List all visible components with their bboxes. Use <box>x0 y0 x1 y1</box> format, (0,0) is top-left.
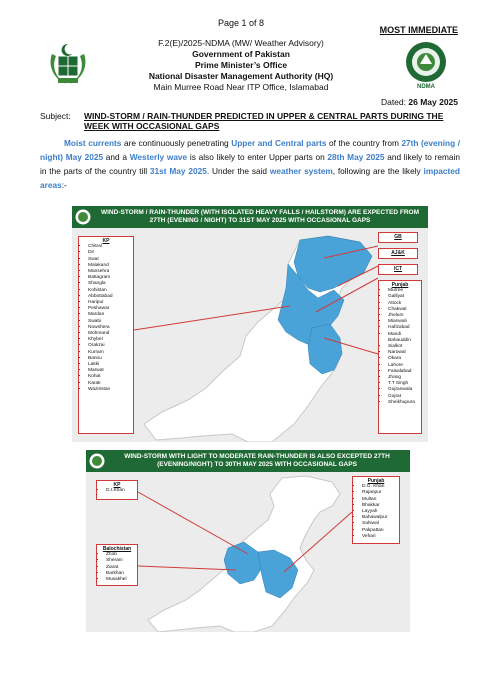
priority-label: MOST IMMEDIATE <box>379 25 458 35</box>
district-item: • Khyber <box>88 337 130 343</box>
district-item: • Swat <box>88 257 130 263</box>
district-item: • Marwat <box>88 368 130 374</box>
district-item: • Dir <box>88 250 130 256</box>
district-item: • Nowshera <box>88 325 130 331</box>
map1-punjab-list <box>382 288 418 406</box>
district-item: • Karak <box>88 381 130 387</box>
district-item: • Lakki <box>88 362 130 368</box>
ndma-logo-text: NDMA <box>417 84 435 90</box>
district-item: • Chakwal <box>388 307 418 313</box>
district-item: • Malakand <box>88 263 130 269</box>
district-item: • Hafizabad <box>388 325 418 331</box>
map1-ajk-box: AJ&K <box>378 248 418 259</box>
district-item: • Orakzai <box>88 343 130 349</box>
date-line <box>381 97 458 107</box>
district-item: • Jhelum <box>388 313 418 319</box>
district-item: • Barkhan <box>106 571 134 577</box>
district-item: • Rajanpur <box>362 490 396 496</box>
district-item: • Shangla <box>88 281 130 287</box>
district-item: • Mohmand <box>88 331 130 337</box>
district-item: • Murree <box>388 288 418 294</box>
map-panel-1 <box>72 206 428 442</box>
district-item: • Kohistan <box>88 288 130 294</box>
map2-kp-box: KP • D.I.Khan <box>96 480 138 500</box>
district-item: • Swabi <box>88 319 130 325</box>
map2-punjab-list <box>356 484 396 540</box>
district-item: • Peshawar <box>88 306 130 312</box>
district-item: • Sherani <box>106 558 134 564</box>
district-item: • Ziarat <box>106 565 134 571</box>
district-item: • Mardan <box>88 312 130 318</box>
map2-balochistan-list <box>100 552 134 583</box>
district-item: • Abbottabad <box>88 294 130 300</box>
page-number: Page 1 of 8 <box>217 18 265 28</box>
district-item: • Bannu <box>88 356 130 362</box>
district-item: • Sialkot <box>388 344 418 350</box>
district-item: • Mansehra <box>88 269 130 275</box>
map-panel-2 <box>86 450 410 632</box>
district-item: • Jhang <box>388 375 418 381</box>
authority-name: National Disaster Management Authority (HQ) <box>148 71 334 81</box>
map2-banner: WIND-STORM WITH LIGHT TO MODERATE RAIN-THUNDER IS ALSO EXCEPTED 27TH (EVENING/NIGHT) TO 30TH MAY 2025 WITH OCCASIONAL GAPS <box>86 450 410 472</box>
office-address: Main Murree Road Near ITP Office, Islamabad <box>153 82 329 92</box>
district-item: • Attock <box>388 301 418 307</box>
district-item: • Kohat <box>88 374 130 380</box>
district-item: • Pakpattan <box>362 528 396 534</box>
district-item: • Haripur <box>88 300 130 306</box>
district-item: • Gujranwala <box>388 387 418 393</box>
district-item: • Bhakkar <box>362 503 396 509</box>
district-item: • Musakhel <box>106 577 134 583</box>
map1-ict-box: ICT <box>378 264 418 275</box>
district-item: • Chitral <box>88 244 130 250</box>
map2-ndma-icon <box>89 453 105 469</box>
district-item: • Sahiwal <box>362 521 396 527</box>
district-item: • Faisalabad <box>388 369 418 375</box>
district-item: • Gujrat <box>388 394 418 400</box>
district-item: • Bahawalpur <box>362 515 396 521</box>
map2-kp-list <box>100 488 134 494</box>
reference-number: F.2(E)/2025-NDMA (MW/ Weather Advisory) <box>158 38 324 48</box>
district-item: • Lahore <box>388 363 418 369</box>
subject-label: Subject: <box>40 111 71 121</box>
district-item: • Sheikhupura <box>388 400 418 406</box>
district-item: • Waziristan <box>88 387 130 393</box>
map1-gb-box: GB <box>378 232 418 243</box>
map1-kp-box: KP • Chitral • Dir • Swat • Malakand • Mansehra • Battagram • Shangla • Kohistan • Abbottabad • Haripur • Peshawar • Mardan • Swabi • Nowshera • Mohmand • Khyber • Orakzai • Kurram • Bannu • Lakki • Marwat • Kohat • Karak • Waziristan <box>78 236 134 434</box>
map1-banner: WIND-STORM / RAIN-THUNDER (WITH ISOLATED HEAVY FALLS / HAILSTORM) ARE EXPECTED FROM 27TH (EVENING / NIGHT) TO 31ST MAY 2025 WITH OCCASIONAL GAPS <box>72 206 428 228</box>
district-item: • Galliyat <box>388 294 418 300</box>
office-name: Prime Minister’s Office <box>194 60 288 70</box>
district-item: • T.T Singh <box>388 381 418 387</box>
district-item: • Multan <box>362 497 396 503</box>
district-item: • D.G. Khan <box>362 484 396 490</box>
district-item: • Kurram <box>88 350 130 356</box>
district-item: • Narowal <box>388 350 418 356</box>
advisory-paragraph: Moist currents are continuously penetrating Upper and Central parts of the country from 27th (evening / night) May 2025 and a Westerly wave is also likely to enter Upper parts on 28th May 2025 and likely to remain in the parts of the country till 31st May 2025. Under the said weather system, following are the likely impacted areas:- <box>40 138 461 190</box>
district-item: • Battagram <box>88 275 130 281</box>
date-label: Dated: <box>380 97 406 107</box>
date-value: 26 May 2025 <box>408 97 458 107</box>
map2-punjab-box: Punjab • D.G. Khan • Rajanpur • Multan • Bhakkar • Layyah • Bahawalpur • Sahiwal • Pakpattan • Vehari <box>352 476 400 544</box>
district-item: • Mianwali <box>388 319 418 325</box>
district-item: • Mandi Bahauddin <box>388 332 418 344</box>
map2-balochistan-box: Balochistan • Zhob • Sherani • Ziarat • Barkhan • Musakhel <box>96 544 138 586</box>
district-item: • Layyah <box>362 509 396 515</box>
subject-text: WIND-STORM / RAIN-THUNDER PREDICTED IN UPPER & CENTRAL PARTS DURING THE WEEK WITH OCCASIONAL GAPS <box>84 111 444 131</box>
ndma-logo-icon <box>402 40 450 90</box>
map1-ndma-icon <box>75 209 91 225</box>
district-item: • Vehari <box>362 534 396 540</box>
district-item: • Zhob <box>106 552 134 558</box>
district-item: • D.I.Khan <box>106 488 134 494</box>
government-name: Government of Pakistan <box>192 49 290 59</box>
map1-kp-list <box>82 244 130 393</box>
map1-punjab-box: Punjab • Murree • Galliyat • Attock • Chakwal • Jhelum • Mianwali • Hafizabad • Mandi Bahauddin • Sialkot • Narowal • Okara • Lahore • Faisalabad • Jhang • T.T Singh • Gujranwala • Gujrat • Sheikhupura <box>378 280 422 434</box>
district-item: • Okara <box>388 356 418 362</box>
